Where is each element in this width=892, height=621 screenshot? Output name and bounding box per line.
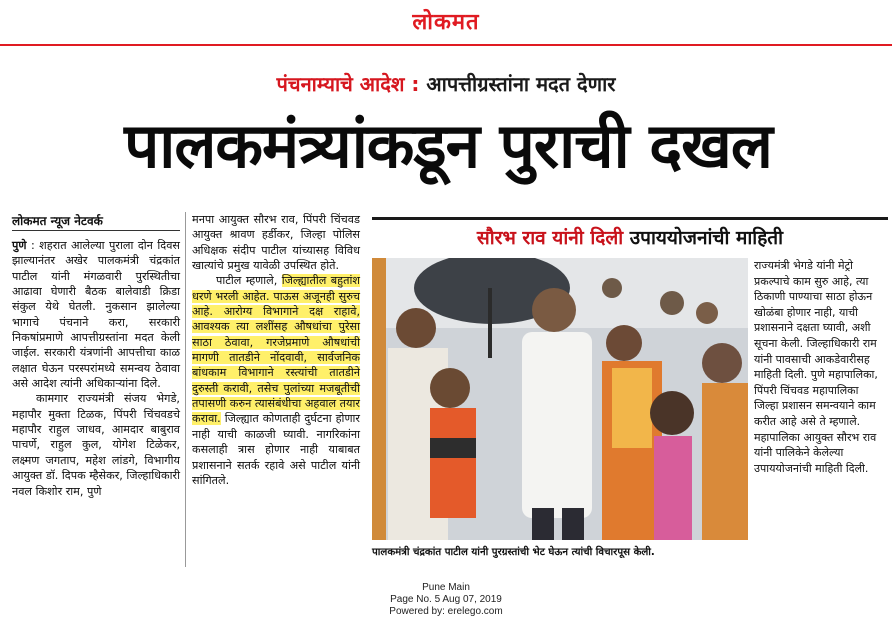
article-column-2 (192, 212, 360, 488)
column-divider (185, 212, 186, 567)
kicker-red: पंचनाम्याचे आदेश : (276, 72, 420, 96)
col2-paragraph-2 (192, 273, 360, 488)
news-photo-illustration (372, 258, 748, 540)
dateline: पुणे (12, 239, 27, 252)
subheading (372, 224, 888, 250)
subheading-black: उपाययोजनांची माहिती (629, 227, 784, 249)
col2-paragraph-1: मनपा आयुक्त सौरभ राव, पिंपरी चिंचवड आयुक्त श्रावण हर्डीकर, जिल्हा पोलिस अधिक्षक संदीप पाटील यांच्यासह विविध खात्यांचे प्रमुख यावेळी उपस्थित होते. (192, 213, 360, 273)
subhead-rule (372, 217, 888, 220)
highlighted-text: जिल्ह्यातील बहुतांश धरणे भरली आहेत. पाऊस अजूनही सुरुच आहे. आरोग्य विभागाने दक्ष राहावे, आवश्यक त्या लशींसह औषधांचा पुरेसा साठा ठेवावा, गरजेप्रमाणे औषधांची मागणी तातडीने नोंदवावी, सार्वजनिक बांधकाम विभागाने रस्त्यांची तातडीने दुरुस्ती करावी, तसेच पुलांच्या मजबूतीची तपासणी करुन त्यासंबंधीचा अहवाल तयार करावा. (192, 274, 360, 426)
page-and-date: Page No. 5 Aug 07, 2019 (390, 594, 502, 605)
powered-by-link[interactable]: Powered by: erelego.com (389, 606, 503, 617)
masthead-rule (0, 44, 892, 46)
col2-paragraph-2-lead: पाटील म्हणाले, (216, 274, 278, 288)
col2-paragraph-2-rest: जिल्ह्यात कोणताही दुर्घटना होणार नाही याची काळजी घ्यावी. नागरिकांना कसलाही त्रास होणार नाही याबाबत प्रशासनाने सतर्क रहावे असे पाटील यांनी सांगितले. (192, 412, 361, 487)
col1-paragraph-1: : शहरात आलेल्या पुराला दोन दिवस झाल्यानंतर अखेर पालकमंत्री चंद्रकांत पाटील यांनी मंगळवारी पुरस्थितीचा आढावा घेणारी बैठक बालेवाडी क्रिडा संकुल येथे घेतली. नुकसान झालेल्या भागाचे पंचनाने करा, सरकारी निकषांप्रमाणे आपत्तीग्रस्तांना मदत केली जाईल. सरकारी यंत्रणांनी आपत्तीचा काळ लक्षात घेऊन परस्परांमध्ये समन्वय ठेवावा असे आदेश त्यांनी अधिकाऱ्यांना दिले. (12, 239, 180, 391)
lokmat-logo[interactable]: लोकमत (412, 10, 480, 35)
kicker-black: आपत्तीग्रस्तांना मदत देणार (426, 72, 616, 96)
photo-caption: पालकमंत्री चंद्रकांत पाटील यांनी पुरग्रस्तांची भेट घेऊन त्यांची विचारपूस केली. (372, 547, 655, 558)
kicker (0, 70, 892, 97)
col3-paragraph-1: राज्यमंत्री भेगडे यांनी मेट्रो प्रकल्पाचे काम सुरु आहे, त्या ठिकाणी पाण्याचा साठा होऊन खोळंबा होणार नाही, याची प्रशासनाने दक्षता घ्यावी, अशी सूचना केली. जिल्हाधिकारी राम यांनी पावसाची आकडेवारीसह माहिती दिली. पुणे महापालिका, पिंपरी चिंचवड महापालिका जिल्हा प्रशासन समन्वयाने काम करीत आहे असे ते म्हणाले. महापालिका आयुक्त सौरभ राव यांनी पालिकेने केलेल्या उपाययोजनांची माहिती दिली. (754, 259, 878, 475)
masthead (0, 0, 892, 44)
subheading-red: सौरभ राव यांनी दिली (476, 227, 624, 249)
byline: लोकमत न्यूज नेटवर्क (12, 214, 103, 228)
article-column-3 (754, 258, 886, 476)
byline-rule (12, 230, 180, 231)
article-column-1 (12, 238, 180, 499)
news-photo (372, 258, 748, 540)
page-footer (0, 582, 892, 618)
col1-paragraph-2: कामगार राज्यमंत्री संजय भेगडे, महापौर मुक्ता टिळक, पिंपरी चिंचवडचे महापौर राहुल जाधव, आमदार बाबुराव पाचर्णे, राहुल कुल, योगेश टिळेकर, लक्ष्मण जगताप, महेश लांडगे, विभागीय आयुक्त डॉ. दिपक म्हैसेकर, जिल्हाधिकारी नवल किशोर राम, पुणे (12, 392, 180, 498)
headline: पालकमंत्र्यांकडून पुराची दखल (124, 109, 772, 182)
edition-name: Pune Main (422, 582, 470, 593)
